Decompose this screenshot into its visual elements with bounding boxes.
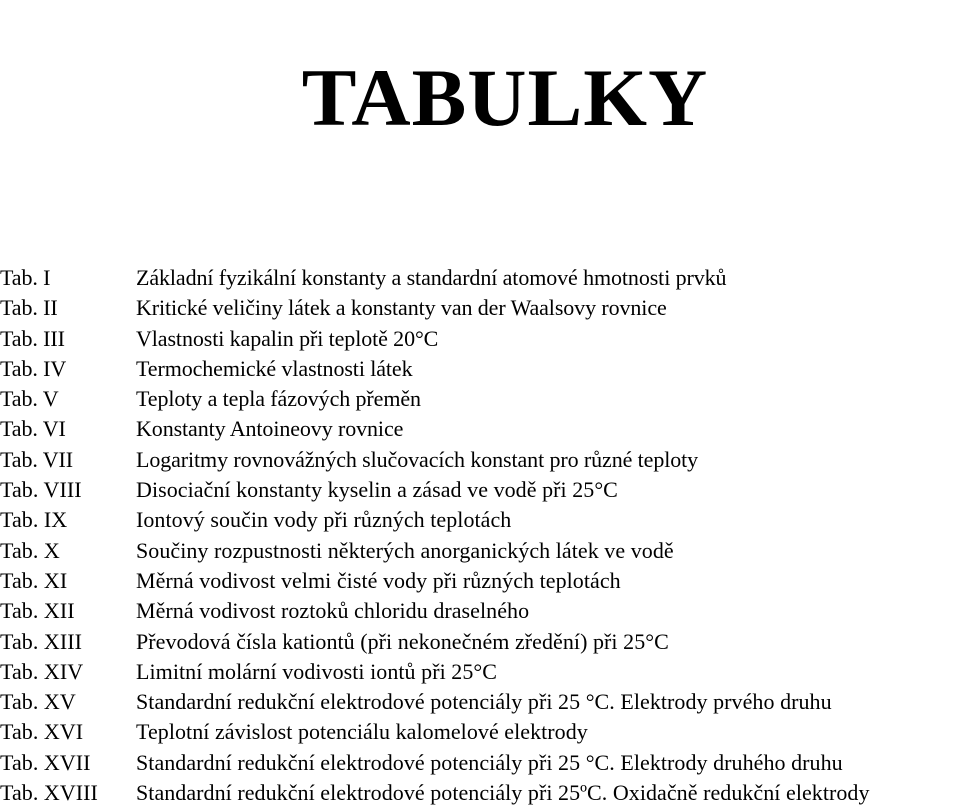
table-title: Standardní redukční elektrodové potenciály při 25 °C. Elektrody druhého druhu — [136, 749, 843, 775]
table-title: Základní fyzikální konstanty a standardní atomové hmotnosti prvků — [136, 265, 727, 290]
table-list — [0, 263, 960, 808]
list-item — [0, 596, 960, 626]
list-item — [0, 354, 960, 384]
table-title: Standardní redukční elektrodové potenciály při 25 °C. Elektrody prvého druhu — [136, 689, 832, 715]
table-number: Tab. V — [0, 386, 59, 412]
list-item — [0, 536, 960, 566]
table-number: Tab. XII — [0, 598, 75, 624]
list-item — [0, 263, 960, 293]
table-number: Tab. IX — [0, 507, 68, 533]
list-item — [0, 778, 960, 808]
table-title: Kritické veličiny látek a konstanty van der Waalsovy rovnice — [136, 295, 667, 321]
table-number: Tab. XIV — [0, 658, 84, 684]
table-title: Disociační konstanty kyselin a zásad ve vodě při 25°C — [136, 477, 618, 503]
list-item — [0, 445, 960, 475]
table-number: Tab. XVIII — [0, 780, 98, 806]
table-number: Tab. III — [0, 325, 65, 351]
page-title: TABULKY — [301, 51, 709, 143]
list-item — [0, 748, 960, 778]
table-title: Teplotní závislost potenciálu kalomelové elektrody — [136, 719, 588, 745]
table-title: Standardní redukční elektrodové potenciály při 25ºC. Oxidačně redukční elektrody — [136, 780, 870, 806]
table-number: Tab. XVII — [0, 749, 91, 775]
table-number: Tab. XVI — [0, 719, 84, 745]
table-number: Tab. XI — [0, 567, 68, 593]
list-item — [0, 687, 960, 717]
table-title: Logaritmy rovnovážných slučovacích konstant pro různé teploty — [136, 446, 699, 472]
list-item — [0, 293, 960, 323]
table-title: Měrná vodivost velmi čisté vody při různých teplotách — [136, 567, 621, 593]
table-title: Termochemické vlastnosti látek — [136, 355, 413, 381]
list-item — [0, 505, 960, 535]
table-number: Tab. VIII — [0, 477, 82, 503]
table-title: Vlastnosti kapalin při teplotě 20°C — [136, 325, 439, 351]
table-number: Tab. IV — [0, 355, 67, 381]
table-number: Tab. II — [0, 295, 58, 321]
list-item — [0, 475, 960, 505]
table-number: Tab. XV — [0, 689, 76, 715]
list-item — [0, 566, 960, 596]
list-item — [0, 324, 960, 354]
list-item — [0, 414, 960, 444]
table-title: Iontový součin vody při různých teplotách — [136, 507, 512, 533]
table-number: Tab. I — [0, 265, 51, 290]
table-number: Tab. XIII — [0, 628, 82, 654]
table-title: Teploty a tepla fázových přeměn — [136, 386, 421, 412]
list-item — [0, 717, 960, 747]
table-title: Převodová čísla kationtů (při nekonečném zředění) při 25°C — [136, 628, 669, 654]
table-title: Limitní molární vodivosti iontů při 25°C — [136, 658, 497, 684]
table-number: Tab. VI — [0, 416, 66, 442]
list-item — [0, 657, 960, 687]
list-item — [0, 384, 960, 414]
table-title: Měrná vodivost roztoků chloridu draselného — [136, 598, 530, 624]
table-number: Tab. X — [0, 537, 60, 563]
table-title: Součiny rozpustnosti některých anorganických látek ve vodě — [136, 537, 674, 563]
list-item — [0, 627, 960, 657]
table-title: Konstanty Antoineovy rovnice — [136, 416, 404, 442]
table-number: Tab. VII — [0, 446, 74, 472]
